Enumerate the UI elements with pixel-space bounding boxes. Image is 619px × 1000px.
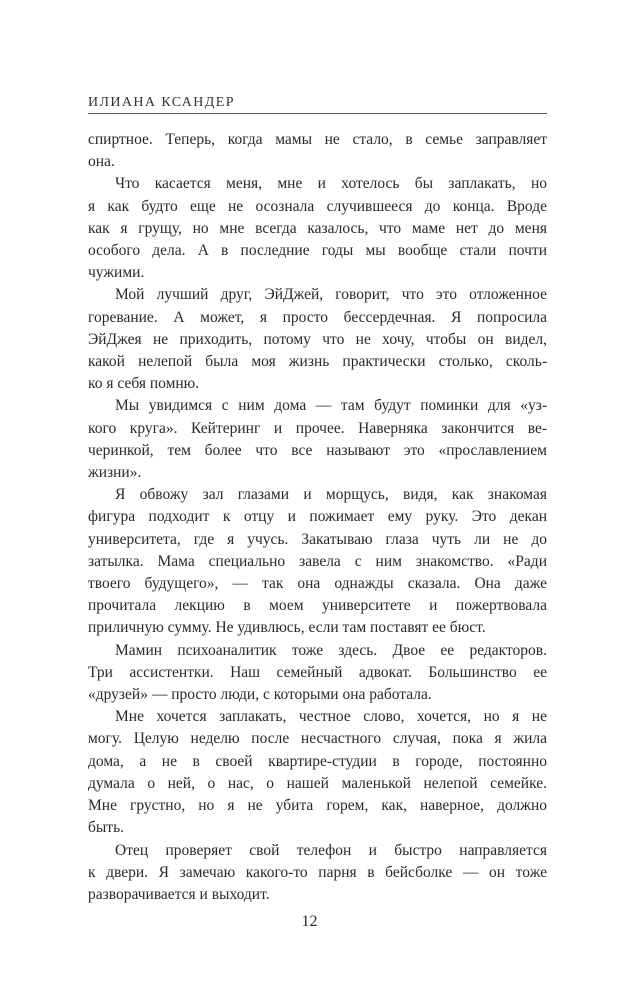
text-line: университета, где я учусь. Закатываю глаза чуть ли не до <box>88 530 547 548</box>
text-line: затылка. Мама специально завела с ним знакомство. «Ради <box>88 552 547 570</box>
text-line: ко я себя помню. <box>88 375 200 393</box>
paragraph <box>88 706 547 839</box>
text-line: Я обвожу зал глазами и морщусь, видя, как знакомая <box>115 486 547 504</box>
text-line: я как будто еще не осознала случившееся до конца. Вроде <box>88 197 547 215</box>
text-line: дома, а не в своей квартире-студии в городе, постоянно <box>88 752 547 770</box>
text-line: она. <box>88 153 115 171</box>
body-text <box>88 129 547 906</box>
text-line: Мой лучший друг, ЭйДжей, говорит, что это отложенное <box>115 286 547 304</box>
text-line: ЭйДжея не приходить, потому что не хочу, чтобы он видел, <box>88 330 547 348</box>
text-line: Мы увидимся с ним дома — там будут поминки для «уз- <box>115 397 547 415</box>
paragraph <box>88 640 547 707</box>
text-line: думала о ней, о нас, о нашей маленькой нелепой семейке. <box>88 774 547 792</box>
paragraph <box>88 129 547 173</box>
text-line: Мне хочется заплакать, честное слово, хочется, но я не <box>115 708 547 726</box>
paragraph <box>88 173 547 284</box>
text-line: прочитала лекцию в моем университете и пожертвовала <box>88 597 547 615</box>
text-line: Отец проверяет свой телефон и быстро направляется <box>115 841 547 859</box>
text-line: твоего будущего», — так она однажды сказала. Она даже <box>88 575 547 593</box>
text-line: чужими. <box>88 264 145 282</box>
text-line: особого дела. А в последние годы мы вообще стали почти <box>88 242 547 260</box>
text-line: могу. Целую неделю после несчастного случая, пока я жила <box>88 730 547 748</box>
text-line: фигура подходит к отцу и пожимает ему руку. Это декан <box>88 508 547 526</box>
text-line: приличную сумму. Не удивлюсь, если там поставят ее бюст. <box>88 619 486 637</box>
text-line: как я грущу, но мне всегда казалось, что маме нет до меня <box>88 219 547 237</box>
text-line: жизни». <box>88 464 142 482</box>
text-line: кого круга». Кейтеринг и прочее. Наверняка закончится ве- <box>88 419 547 437</box>
running-header: ИЛИАНА КСАНДЕР <box>88 95 235 110</box>
header-rule <box>88 113 547 114</box>
paragraph <box>88 395 547 484</box>
text-line: к двери. Я замечаю какого-то парня в бейсболке — он тоже <box>88 863 547 881</box>
text-line: какой нелепой была моя жизнь практически столько, сколь- <box>88 353 547 371</box>
text-line: Мамин психоаналитик тоже здесь. Двое ее редакторов. <box>115 641 547 659</box>
text-line: горевание. А может, я просто бессердечная. Я попросила <box>88 308 547 326</box>
paragraph <box>88 840 547 907</box>
text-line: спиртное. Теперь, когда мамы не стало, в семье заправляет <box>88 131 547 148</box>
paragraph <box>88 484 547 639</box>
text-line: Что касается меня, мне и хотелось бы заплакать, но <box>115 175 547 193</box>
text-line: разворачивается и выходит. <box>88 885 270 903</box>
page-number: 12 <box>301 913 318 930</box>
text-line: Мне грустно, но я не убита горем, как, наверное, должно <box>88 797 547 815</box>
text-line: быть. <box>88 819 125 837</box>
text-line: «друзей» — просто люди, с которыми она работала. <box>88 686 432 704</box>
text-line: Три ассистентки. Наш семейный адвокат. Большинство ее <box>88 663 547 681</box>
text-line: черинкой, тем более что все называют это «прославлением <box>88 441 547 459</box>
paragraph <box>88 284 547 395</box>
